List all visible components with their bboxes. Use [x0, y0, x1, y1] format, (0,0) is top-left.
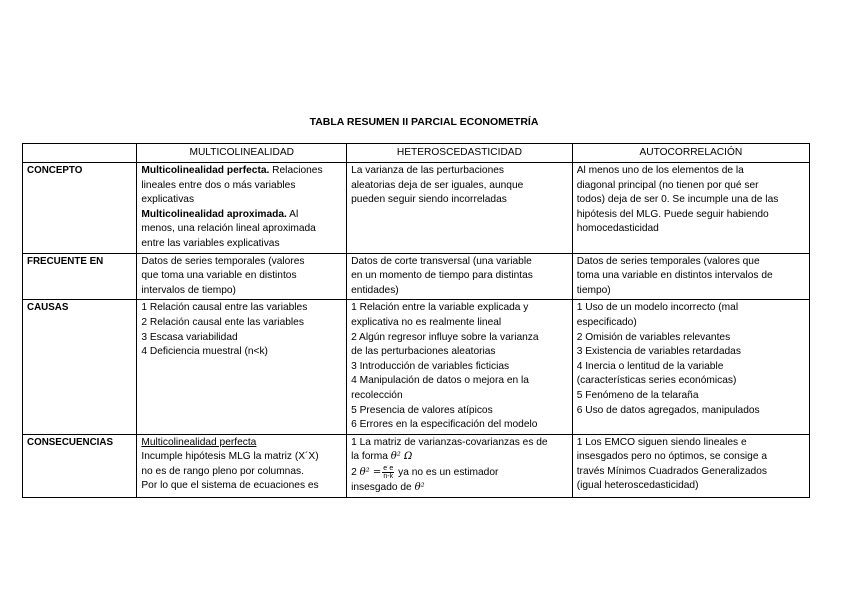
cell-line [141, 164, 342, 179]
table-row [23, 434, 810, 497]
cell-line: que toma una variable en distintos [141, 270, 297, 282]
table-row [23, 163, 810, 254]
cell-consecuencias-auto [572, 434, 809, 497]
cell-line: Por lo que el sistema de ecuaciones es [141, 480, 319, 492]
table-header-row [23, 144, 810, 163]
cell-line: Datos de series temporales (valores [141, 255, 305, 267]
cell-line: entidades) [351, 284, 399, 296]
subheading-perfecta: Multicolinealidad perfecta [141, 436, 257, 448]
cell-line: través Mínimos Cuadrados Generalizados [576, 465, 767, 477]
cell-line: 4 Deficiencia muestral (n<k) [141, 346, 268, 358]
term-perfecta: Multicolinealidad perfecta. [141, 165, 270, 176]
cell-frecuente-auto [572, 253, 809, 300]
page-title: TABLA RESUMEN II PARCIAL ECONOMETRÍA [309, 116, 539, 128]
cell-line: 4 Manipulación de datos o mejora en la [351, 375, 529, 387]
math-expression: θ² Ω [390, 451, 413, 463]
cell-consecuencias-multi [137, 434, 347, 497]
cell-line: Incumple hipótesis MLG la matriz (X´X) [141, 451, 319, 463]
cell-line: 5 Presencia de valores atípicos [351, 404, 493, 416]
cell-line: Datos de series temporales (valores que [576, 255, 760, 267]
fraction-numerator: e´e [383, 464, 394, 472]
cell-line: 1 La matriz de varianzas-covarianzas es de [351, 436, 548, 448]
term-aproximada: Multicolinealidad aproximada. [141, 208, 287, 220]
row-label-frecuente: FRECUENTE EN [23, 253, 137, 300]
cell-line: no es de rango pleno por columnas. [141, 465, 304, 477]
summary-table [22, 143, 810, 498]
cell-line: intervalos de tiempo) [141, 284, 236, 296]
cell-line: 3 Existencia de variables retardadas [576, 346, 741, 358]
cell-line: menos, una relación lineal aproximada [141, 223, 316, 235]
cell-line: 4 Inercia o lentitud de la variable [576, 360, 724, 372]
cell-text: la forma [351, 451, 391, 463]
cell-text: 2 [351, 467, 360, 479]
cell-line: de las perturbaciones aleatorias [351, 346, 496, 358]
cell-line: 6 Errores en la especificación del modelo [351, 419, 538, 431]
header-heteroscedasticidad: HETEROSCEDASTICIDAD [347, 144, 573, 163]
cell-line: todos) deja de ser 0. Se incumple una de las [576, 194, 779, 206]
math-expression: θ² [414, 481, 425, 493]
cell-line: entre las variables explicativas [141, 237, 280, 249]
table-row [23, 300, 810, 434]
cell-line: pueden seguir siendo incorreladas [351, 194, 507, 206]
cell-concepto-hetero [347, 163, 573, 254]
cell-line: Datos de corte transversal (una variable [351, 255, 532, 267]
cell-line: explicativa no es realmente lineal [351, 316, 502, 328]
cell-line: 2 Omisión de variables relevantes [576, 331, 731, 343]
cell-line: recolección [351, 389, 403, 401]
math-fraction [382, 465, 394, 480]
cell-line: 3 Escasa variabilidad [141, 331, 238, 343]
cell-line: 1 Uso de un modelo incorrecto (mal [576, 302, 739, 314]
cell-line: Al menos uno de los elementos de la [576, 165, 744, 176]
row-label-consecuencias: CONSECUENCIAS [23, 434, 137, 497]
cell-line [351, 481, 568, 496]
cell-line: especificado) [576, 316, 637, 328]
cell-line: 5 Fenómeno de la telaraña [576, 389, 699, 401]
cell-consecuencias-hetero [347, 434, 573, 497]
cell-text: Al [286, 208, 299, 220]
table-row [23, 253, 810, 300]
cell-line: toma una variable en distintos intervalos de [576, 270, 773, 282]
cell-concepto-auto [572, 163, 809, 254]
cell-line: aleatorias deja de ser iguales, aunque [351, 179, 524, 191]
cell-frecuente-hetero [347, 253, 573, 300]
cell-line: 2 Algún regresor influye sobre la varianza [351, 331, 539, 343]
header-autocorrelacion: AUTOCORRELACIÓN [572, 144, 809, 163]
fraction-denominator: n-k [383, 472, 394, 480]
cell-line: diagonal principal (no tienen por qué ser [576, 179, 759, 191]
header-empty [23, 144, 137, 163]
header-multicolinealidad: MULTICOLINEALIDAD [137, 144, 347, 163]
cell-line: explicativas [141, 194, 195, 206]
cell-line: La varianza de las perturbaciones [351, 165, 505, 176]
cell-text: Relaciones [269, 165, 323, 176]
cell-line: 3 Introducción de variables ficticias [351, 360, 510, 372]
math-expression: θ² = [359, 467, 382, 479]
cell-text: ya no es un estimador [395, 467, 499, 479]
cell-line: en un momento de tiempo para distintas [351, 270, 533, 282]
cell-line: lineales entre dos o más variables [141, 179, 296, 191]
cell-line: 2 Relación causal ente las variables [141, 316, 304, 328]
row-label-causas: CAUSAS [23, 300, 137, 434]
cell-line [351, 450, 568, 465]
cell-concepto-multi [137, 163, 347, 254]
cell-causas-auto [572, 300, 809, 434]
cell-line: tiempo) [576, 284, 611, 296]
cell-frecuente-multi [137, 253, 347, 300]
cell-causas-hetero [347, 300, 573, 434]
cell-line: 1 Los EMCO siguen siendo lineales e [576, 436, 747, 448]
cell-line [141, 208, 342, 223]
cell-text: insesgado de [351, 481, 415, 493]
cell-line: homocedasticidad [576, 223, 659, 235]
row-label-concepto: CONCEPTO [23, 163, 137, 254]
cell-line: (igual heteroscedasticidad) [576, 480, 699, 492]
cell-line [351, 465, 568, 481]
cell-causas-multi [137, 300, 347, 434]
cell-line: (características series económicas) [576, 375, 737, 387]
cell-line: 1 Relación causal entre las variables [141, 302, 308, 314]
cell-line: hipótesis del MLG. Puede seguir habiendo [576, 208, 769, 220]
cell-line: insesgados pero no óptimos, se consige a [576, 451, 768, 463]
cell-line: 6 Uso de datos agregados, manipulados [576, 404, 760, 416]
cell-line: 1 Relación entre la variable explicada y [351, 302, 529, 314]
